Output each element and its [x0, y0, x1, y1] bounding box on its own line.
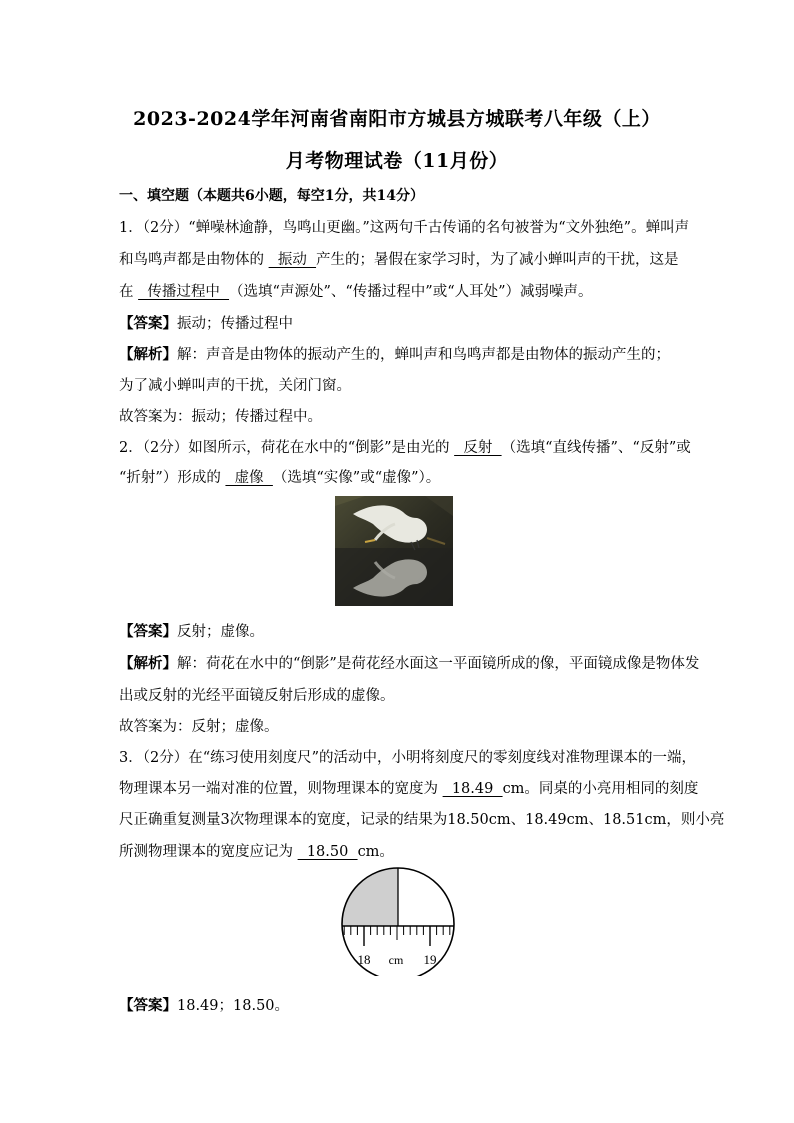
egret-photo-illustration [335, 496, 453, 606]
answer-label: 【答案】 [119, 623, 177, 640]
analysis-label: 【解析】 [119, 655, 177, 672]
q1-answer [119, 314, 679, 334]
q1-line3-a: 在 [119, 284, 139, 300]
exam-title-line2: 月考物理试卷（11月份） [285, 150, 509, 172]
egret-reflection-photo [335, 496, 453, 606]
q1-blank2: 传播过程中 [138, 284, 230, 300]
q2-analysis-text1: 解：荷花在水中的“倒影”是荷花经水面这一平面镜所成的像，平面镜成像是物体发 [177, 656, 700, 672]
q1-line3 [119, 282, 679, 302]
ruler-label-unit: cm [388, 953, 404, 967]
q1-analysis-line2: 为了减小蝉叫声的干扰，关闭门窗。 [119, 378, 351, 394]
q1-line2-b: 产生的；暑假在家学习时，为了减小蝉叫声的干扰，这是 [316, 252, 679, 268]
q2-answer-text: 反射；虚像。 [177, 624, 264, 640]
q2-blank2: 虚像 [225, 470, 273, 486]
q2-line1-b: （选填“直线传播”、“反射”或 [501, 440, 691, 456]
ruler-label-18: 18 [357, 952, 371, 967]
q2-line1 [119, 438, 691, 458]
q2-line1-a: 2．（2分）如图所示，荷花在水中的“倒影”是由光的 [119, 440, 455, 456]
analysis-label: 【解析】 [119, 346, 177, 363]
q1-line2 [119, 250, 679, 270]
q1-analysis [119, 345, 679, 365]
ruler-diagram [336, 866, 460, 980]
q3-line4-a: 所测物理课本的宽度应记为 [119, 844, 298, 860]
q1-line1: 1．（2分）“蝉噪林逾静，鸟鸣山更幽。”这两句千古传诵的名句被誉为“文外独绝”。蝉叫声 [119, 220, 690, 236]
q2-conclusion: 故答案为：反射；虚像。 [119, 719, 279, 735]
answer-label: 【答案】 [119, 997, 177, 1014]
q2-answer [119, 622, 679, 642]
q3-line3: 尺正确重复测量3次物理课本的宽度，记录的结果为18.50cm、18.49cm、18.51cm，则小亮 [119, 812, 725, 828]
q1-conclusion: 故答案为：振动；传播过程中。 [119, 409, 322, 425]
q3-answer [119, 996, 679, 1016]
q3-line2 [119, 779, 699, 799]
ruler-label-19: 19 [423, 952, 437, 967]
q3-line2-a: 物理课本另一端对准的位置，则物理课本的宽度为 [119, 781, 443, 797]
q1-analysis-text1: 解：声音是由物体的振动产生的，蝉叫声和鸟鸣声都是由物体的振动产生的； [177, 347, 670, 363]
ruler-svg [336, 866, 460, 976]
q2-blank1: 反射 [454, 440, 502, 456]
answer-label: 【答案】 [119, 315, 177, 332]
q1-line2-a: 和鸟鸣声都是由物体的 [119, 252, 269, 268]
exam-title-line1: 2023-2024学年河南省南阳市方城县方城联考八年级（上） [133, 108, 661, 130]
q3-blank1: 18.49 [442, 781, 503, 797]
q3-line4 [119, 842, 679, 862]
q3-answer-text: 18.49；18.50。 [177, 998, 290, 1014]
q3-line4-b: cm。 [357, 844, 394, 860]
q1-line3-b: （选填“声源处”、“传播过程中”或“人耳处”）减弱噪声。 [229, 284, 593, 300]
q3-line1: 3．（2分）在“练习使用刻度尺”的活动中，小明将刻度尺的零刻度线对准物理课本的一端， [119, 750, 697, 766]
book-shaded-region [336, 866, 398, 926]
section-heading: 一、填空题（本题共6小题，每空1分，共14分） [119, 188, 424, 204]
q2-line2 [119, 468, 679, 488]
q1-answer-text: 振动；传播过程中 [177, 316, 293, 332]
q1-blank1: 振动 [268, 252, 317, 268]
q3-line2-b: cm。同桌的小亮用相同的刻度 [502, 781, 699, 797]
q2-line2-a: “折射”）形成的 [119, 470, 226, 486]
q2-analysis-line2: 出或反射的光经平面镜反射后形成的虚像。 [119, 688, 395, 704]
q2-line2-b: （选填“实像”或“虚像”）。 [272, 470, 441, 486]
q3-blank2: 18.50 [297, 844, 358, 860]
q2-analysis [119, 654, 700, 674]
